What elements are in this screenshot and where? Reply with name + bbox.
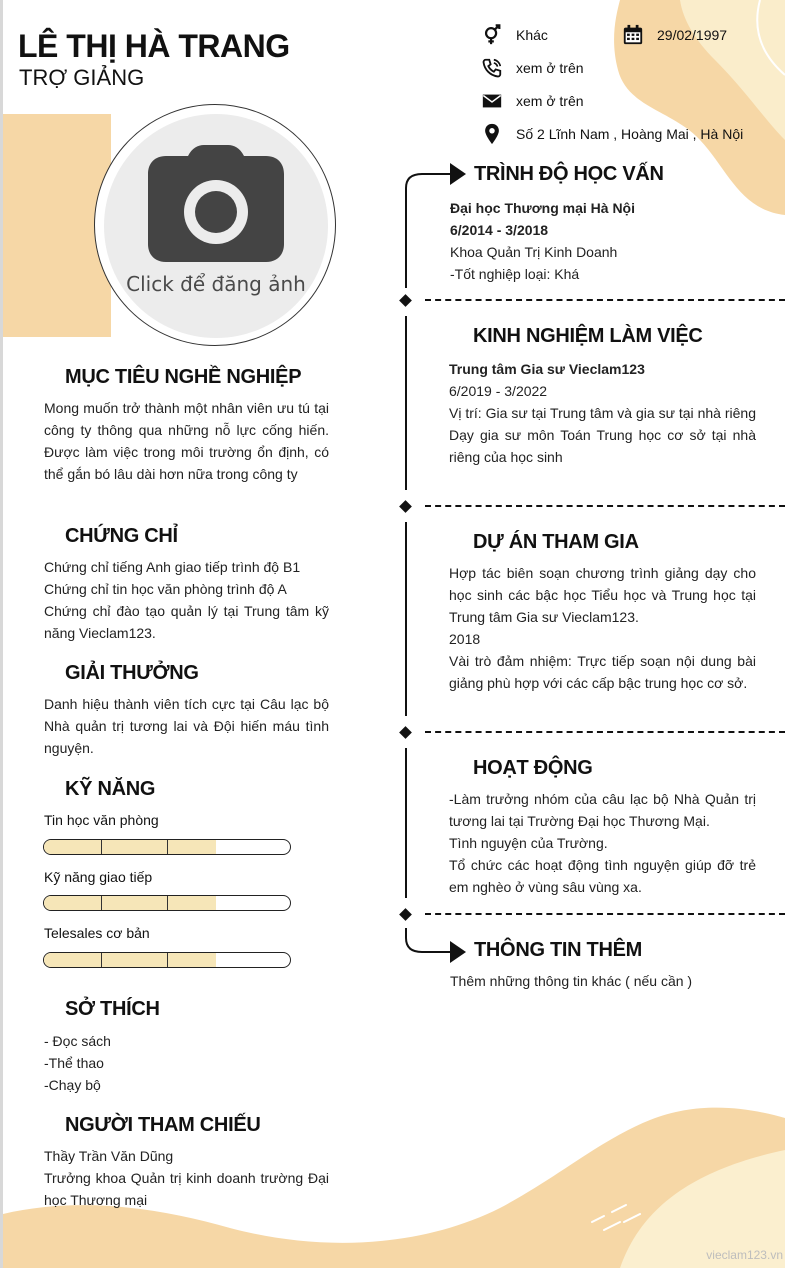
- education-grade: -Tốt nghiệp loại: Khá: [450, 266, 580, 282]
- envelope-icon: [480, 89, 504, 113]
- more-info-text: Thêm những thông tin khác ( nếu cần ): [450, 973, 693, 989]
- references-title: NGƯỜI THAM CHIẾU: [65, 1114, 261, 1136]
- section-divider: [425, 505, 785, 507]
- references-block: [44, 1145, 329, 1211]
- skill-bar: [43, 839, 291, 855]
- birthday-value: 29/02/1997: [657, 27, 728, 43]
- reference-name: Thầy Trần Văn Dũng: [44, 1148, 174, 1164]
- more-info-title: THÔNG TIN THÊM: [474, 939, 643, 961]
- skills-title: KỸ NĂNG: [65, 778, 156, 800]
- activities-title: HOẠT ĐỘNG: [473, 757, 593, 779]
- skill-bar-fill: [44, 840, 216, 854]
- certificates-list: [44, 556, 329, 644]
- experience-block: [449, 358, 756, 468]
- certificate-item: Chứng chỉ tin học văn phòng trình độ A: [44, 581, 287, 597]
- projects-block: [449, 562, 756, 694]
- phone-value: xem ở trên: [516, 60, 584, 76]
- timeline-end-arrow: [398, 926, 472, 970]
- gender-value: Khác: [516, 27, 548, 43]
- experience-title: KINH NGHIỆM LÀM VIỆC: [473, 325, 703, 347]
- contact-gender: [480, 23, 548, 47]
- experience-company: Trung tâm Gia sư Vieclam123: [449, 361, 645, 377]
- contact-phone: [480, 56, 584, 80]
- email-value: xem ở trên: [516, 93, 584, 109]
- phone-icon: [480, 56, 504, 80]
- hobby-item: -Chạy bộ: [44, 1077, 101, 1093]
- skill-label: Telesales cơ bản: [44, 925, 150, 941]
- objective-text: Mong muốn trở thành một nhân viên ưu tú tại công ty thông qua những nỗ lực cống hiến. Được làm việc trong môi trường ổn định, có thể gắn bó lâu dài hơn nữa trong công ty: [44, 400, 329, 482]
- education-period: 6/2014 - 3/2018: [450, 222, 549, 238]
- objective-title: MỤC TIÊU NGHỀ NGHIỆP: [65, 366, 302, 388]
- activity-item: Tình nguyện của Trường.: [449, 835, 608, 851]
- activities-block: [449, 788, 756, 898]
- project-year: 2018: [449, 631, 481, 647]
- gender-icon: [480, 23, 504, 47]
- reference-detail: Trưởng khoa Quản trị kinh doanh trường Đại học Thương mại: [44, 1170, 329, 1208]
- section-divider: [425, 731, 785, 733]
- candidate-name: LÊ THỊ HÀ TRANG: [18, 28, 290, 64]
- watermark: vieclam123.vn: [706, 1248, 783, 1262]
- education-school: Đại học Thương mại Hà Nội: [450, 200, 635, 216]
- certificate-item: Chứng chỉ tiếng Anh giao tiếp trình độ B1: [44, 559, 301, 575]
- education-major: Khoa Quản Trị Kinh Doanh: [450, 244, 618, 260]
- camera-icon: [148, 142, 284, 262]
- experience-description: Vị trí: Gia sư tại Trung tâm và gia sư tại nhà riêng Dạy gia sư môn Toán Trung học cơ sở tại nhà riêng của học sinh: [449, 405, 756, 465]
- activity-item: -Làm trưởng nhóm của câu lạc bộ Nhà Quản trị tương lai tại Trường Đại học Thương Mại.: [449, 791, 756, 829]
- location-pin-icon: [480, 122, 504, 146]
- skill-bar-fill: [44, 896, 216, 910]
- hobbies-list: [44, 1030, 329, 1096]
- project-description: Hợp tác biên soạn chương trình giảng dạy cho học sinh các bậc học Tiểu học và Trung học tại Trung tâm Gia sư Vieclam123.: [449, 565, 756, 625]
- certificates-title: CHỨNG CHỈ: [65, 525, 178, 547]
- hobby-item: - Đọc sách: [44, 1033, 111, 1049]
- awards-title: GIẢI THƯỞNG: [65, 662, 199, 684]
- certificate-item: Chứng chỉ đào tạo quản lý tại Trung tâm kỹ năng Vieclam123.: [44, 603, 329, 641]
- contact-email: [480, 89, 584, 113]
- skill-bar: [43, 895, 291, 911]
- section-divider: [425, 299, 785, 301]
- experience-period: 6/2019 - 3/2022: [449, 383, 548, 399]
- skill-label: Tin học văn phòng: [44, 812, 159, 828]
- hobbies-title: SỞ THÍCH: [65, 998, 160, 1020]
- skill-bar: [43, 952, 291, 968]
- contact-birthday: [621, 23, 727, 47]
- education-title: TRÌNH ĐỘ HỌC VẤN: [474, 163, 664, 185]
- contact-address: [480, 122, 743, 146]
- skill-bar-fill: [44, 953, 216, 967]
- projects-title: DỰ ÁN THAM GIA: [473, 531, 639, 553]
- hobby-item: -Thể thao: [44, 1055, 104, 1071]
- project-role: Vài trò đảm nhiệm: Trực tiếp soạn nội dung bài giảng phù hợp với các cấp bậc trung học cơ sở.: [449, 653, 756, 691]
- upload-photo-button[interactable]: [104, 114, 328, 338]
- candidate-role: TRỢ GIẢNG: [19, 65, 145, 90]
- address-value: Số 2 Lĩnh Nam , Hoàng Mai , Hà Nội: [516, 126, 744, 142]
- calendar-icon: [621, 23, 645, 47]
- awards-text: Danh hiệu thành viên tích cực tại Câu lạc bộ Nhà quản trị tương lai và Đội hiến máu tình nguyện.: [44, 696, 329, 756]
- skill-label: Kỹ năng giao tiếp: [44, 869, 153, 885]
- upload-photo-label: Click để đăng ảnh: [126, 272, 306, 296]
- education-block: [450, 197, 760, 285]
- section-divider: [425, 913, 785, 915]
- activity-item: Tổ chức các hoạt động tình nguyện giúp đỡ trẻ em nghèo ở vùng sâu vùng xa.: [449, 857, 756, 895]
